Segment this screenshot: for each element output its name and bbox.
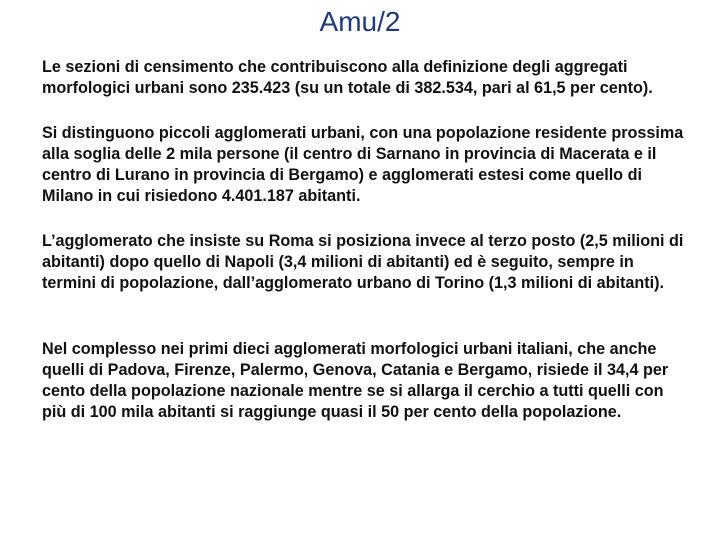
paragraph-census-sections: Le sezioni di censimento che contribuiscono alla definizione degli aggregati morfologici urbani sono 235.423 (su un totale di 382.534, pari al 61,5 per cento). — [42, 58, 653, 97]
paragraph-urban-agglomerates: Si distinguono piccoli agglomerati urbani, con una popolazione residente prossima alla soglia delle 2 mila persone (il centro di Sarnano in provincia di Macerata e il centro di Lurano in provincia di Bergamo) e agglomerati estesi come quello di Milano in cui risiedono 4.401.187 abitanti. — [42, 124, 684, 205]
paragraph-top-ten-summary: Nel complesso nei primi dieci agglomerati morfologici urbani italiani, che anche quelli di Padova, Firenze, Palermo, Genova, Catania e Bergamo, risiede il 34,4 per cento della popolazione nazionale mentre se si allarga il cerchio a tutti quelli con più di 100 mila abitanti si raggiunge quasi il 50 per cento della popolazione. — [42, 340, 669, 421]
slide-title: Amu/2 — [319, 6, 401, 37]
slide-body — [42, 57, 692, 423]
paragraph-rome-ranking: L’agglomerato che insiste su Roma si posiziona invece al terzo posto (2,5 milioni di abitanti) dopo quello di Napoli (3,4 milioni di abitanti) ed è seguito, sempre in termini di popolazione, dall’agglomerato urbano di Torino (1,3 milioni di abitanti). — [42, 232, 684, 292]
